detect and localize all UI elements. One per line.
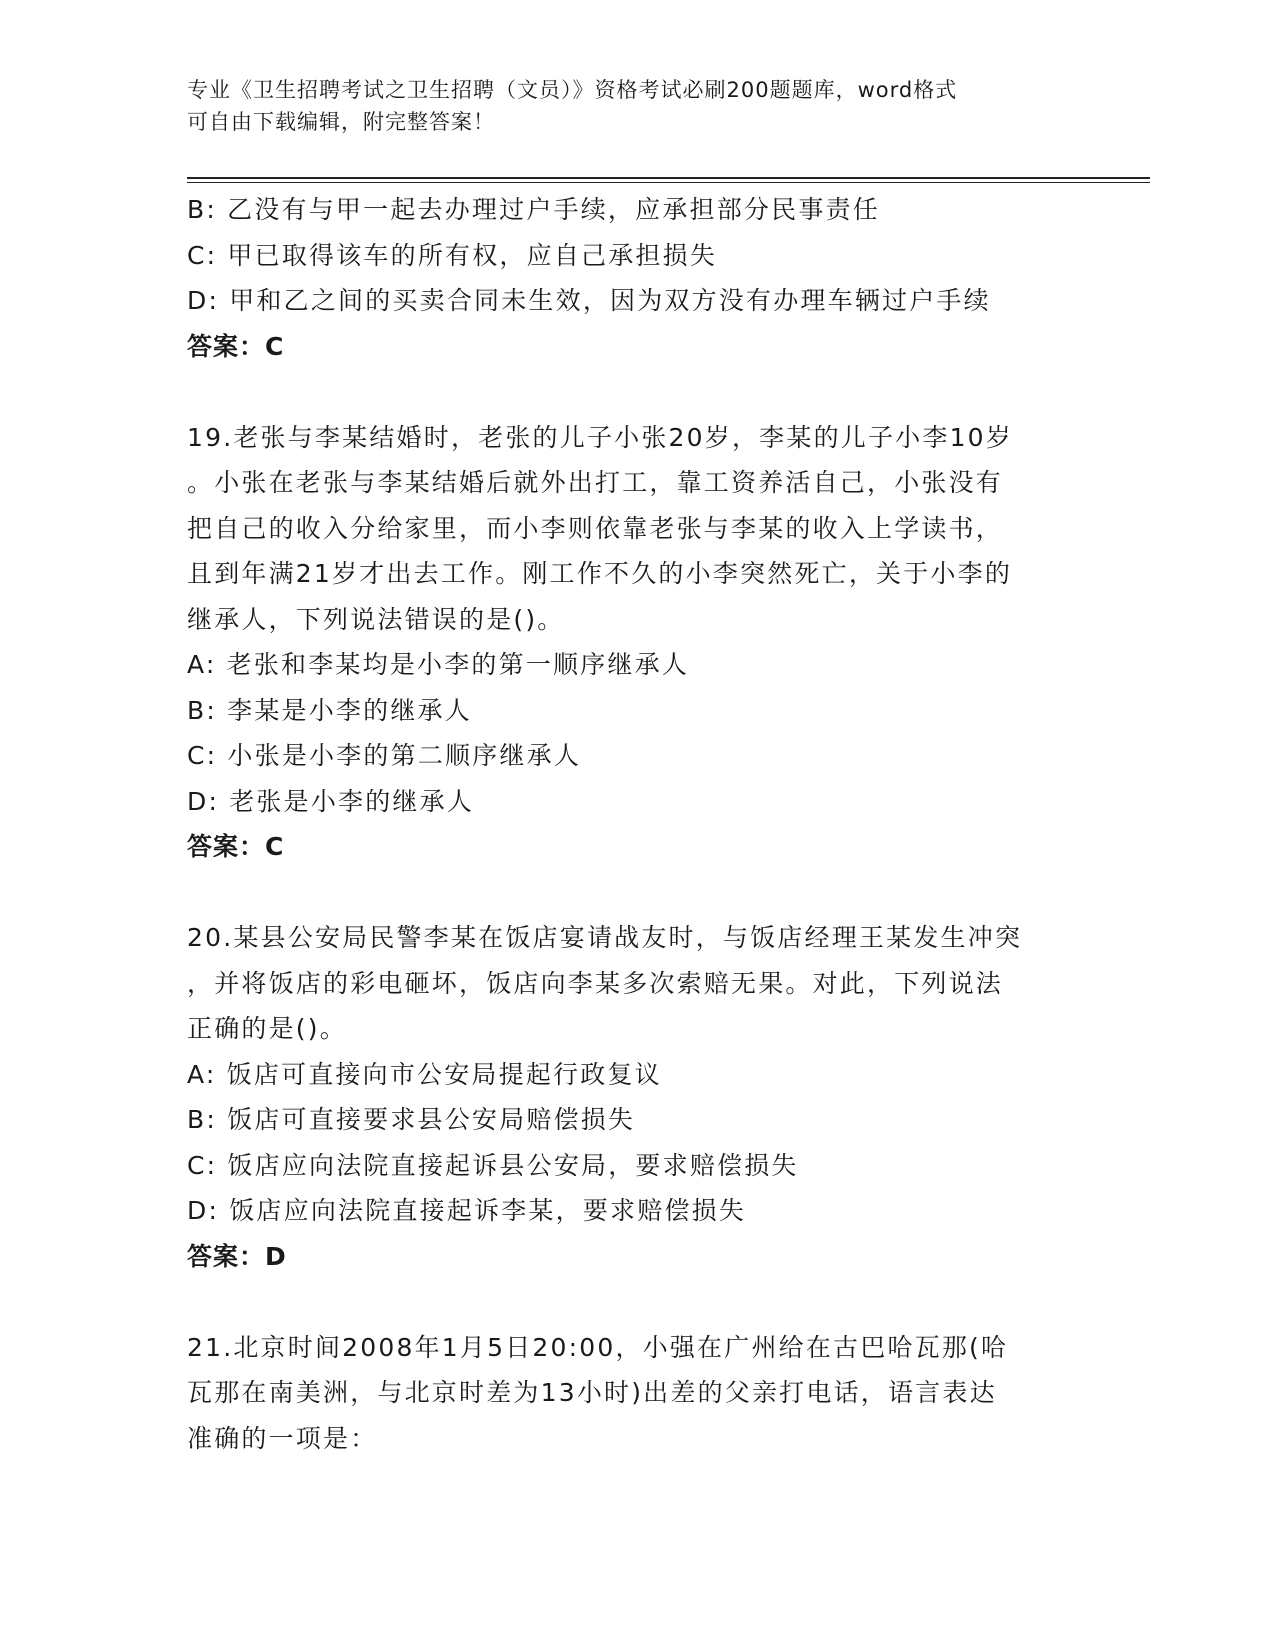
answer: 答案：C xyxy=(187,832,285,861)
question-stem-line: 准确的一项是： xyxy=(187,1423,378,1453)
question-stem-line: 瓦那在南美洲，与北京时差为13小时)出差的父亲打电话，语言表达 xyxy=(187,1378,997,1407)
option-d: D: 甲和乙之间的买卖合同未生效，因为双方没有办理车辆过户手续 xyxy=(187,286,991,315)
question-stem-line: 。小张在老张与李某结婚后就外出打工，靠工资养活自己，小张没有 xyxy=(187,468,1004,497)
question-stem-line: 把自己的收入分给家里，而小李则依靠老张与李某的收入上学读书， xyxy=(187,513,1004,543)
question-stem-line: 20.某县公安局民警李某在饭店宴请战友时，与饭店经理王某发生冲突 xyxy=(187,923,1023,952)
question-stem-line: ，并将饭店的彩电砸坏，饭店向李某多次索赔无果。对此，下列说法 xyxy=(187,968,1004,998)
question-list xyxy=(187,187,1087,1461)
option-b: B: 乙没有与甲一起去办理过户手续，应承担部分民事责任 xyxy=(187,195,880,224)
option-b: B: 饭店可直接要求县公安局赔偿损失 xyxy=(187,1105,636,1134)
option-a: A: 老张和李某均是小李的第一顺序继承人 xyxy=(187,650,690,679)
answer: 答案：D xyxy=(187,1241,287,1271)
document-header xyxy=(187,74,1067,138)
question-19 xyxy=(187,415,1087,870)
question-stem-line: 正确的是()。 xyxy=(187,1014,347,1043)
spacer xyxy=(187,870,1087,916)
spacer xyxy=(187,1279,1087,1325)
header-line: 可自由下载编辑，附完整答案！ xyxy=(187,110,495,134)
question-18 xyxy=(187,187,1087,369)
option-d: D: 老张是小李的继承人 xyxy=(187,786,475,816)
header-rule-thin xyxy=(187,182,1150,183)
question-20 xyxy=(187,915,1087,1279)
header-rule-thick xyxy=(187,177,1150,179)
option-b: B: 李某是小李的继承人 xyxy=(187,695,472,725)
option-c: C: 甲已取得该车的所有权，应自己承担损失 xyxy=(187,240,718,270)
option-c: C: 小张是小李的第二顺序继承人 xyxy=(187,741,582,770)
question-stem-line: 19.老张与李某结婚时，老张的儿子小张20岁，李某的儿子小李10岁 xyxy=(187,422,1013,452)
header-line: 专业《卫生招聘考试之卫生招聘（文员）》资格考试必刷200题题库，word格式 xyxy=(187,78,958,102)
question-21 xyxy=(187,1325,1087,1462)
question-stem-line: 继承人，下列说法错误的是()。 xyxy=(187,604,565,634)
option-c: C: 饭店应向法院直接起诉县公安局，要求赔偿损失 xyxy=(187,1150,799,1180)
option-a: A: 饭店可直接向市公安局提起行政复议 xyxy=(187,1059,662,1089)
spacer xyxy=(187,369,1087,415)
question-stem-line: 21.北京时间2008年1月5日20:00，小强在广州给在古巴哈瓦那(哈 xyxy=(187,1332,1009,1362)
question-stem-line: 且到年满21岁才出去工作。刚工作不久的小李突然死亡，关于小李的 xyxy=(187,559,1013,588)
answer: 答案：C xyxy=(187,331,285,361)
option-d: D: 饭店应向法院直接起诉李某，要求赔偿损失 xyxy=(187,1196,747,1225)
